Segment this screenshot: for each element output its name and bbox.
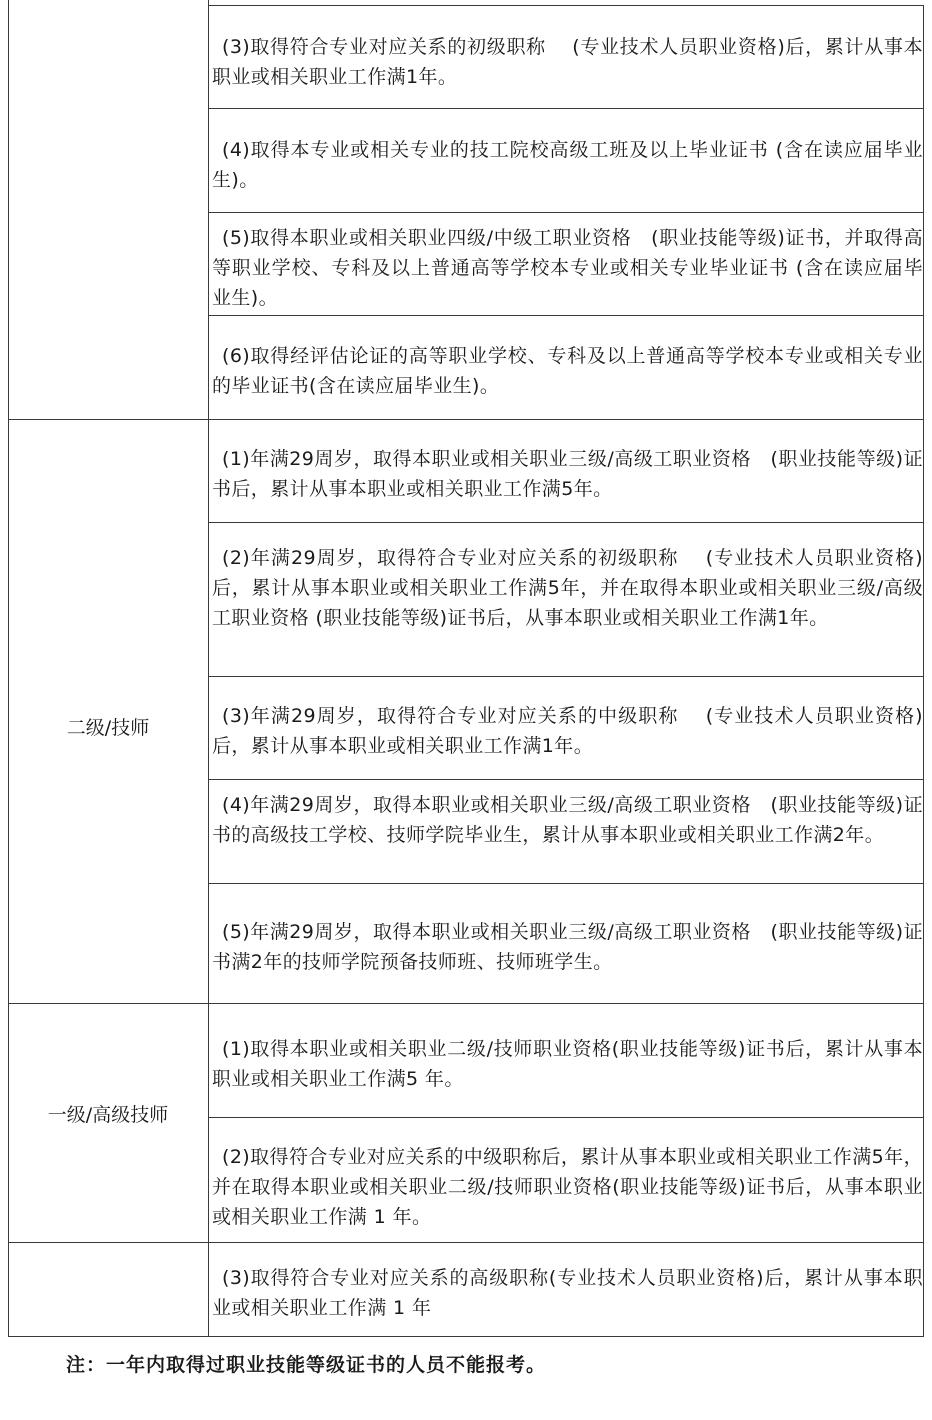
requirement-item: (1)取得本职业或相关职业二级/技师职业资格(职业技能等级)证书后，累计从事本职业或相关职业工作满5 年。 — [212, 1038, 923, 1090]
table-group-border — [8, 1336, 924, 1337]
requirement-item: (3)取得符合专业对应关系的初级职称 (专业技术人员职业资格)后，累计从事本职业或相关职业工作满1年。 — [212, 36, 923, 88]
table-group-border — [8, 419, 924, 420]
table-border-right — [923, 5, 924, 1336]
footnote: 注：一年内取得过职业技能等级证书的人员不能报考。 — [66, 1354, 547, 1376]
table-row-border — [208, 315, 924, 316]
requirement-item: (1)年满29周岁，取得本职业或相关职业三级/高级工职业资格 (职业技能等级)证书后，累计从事本职业或相关职业工作满5年。 — [212, 448, 923, 500]
table-group-border — [8, 1003, 924, 1004]
table-row-border — [208, 108, 924, 109]
requirement-item: (2)取得符合专业对应关系的中级职称后，累计从事本职业或相关职业工作满5年，并在取得本职业或相关职业二级/技师职业资格(职业技能等级)证书后，从事本职业或相关职业工作满 1 年。 — [212, 1146, 923, 1228]
requirement-item: (3)取得符合专业对应关系的高级职称(专业技术人员职业资格)后，累计从事本职业或相关职业工作满 1 年 — [212, 1267, 923, 1319]
table-row-border — [208, 212, 924, 213]
requirement-item: (2)年满29周岁，取得符合专业对应关系的初级职称 (专业技术人员职业资格)后，累计从事本职业或相关职业工作满5年，并在取得本职业或相关职业三级/高级工职业资格 (职业技能等级)证书后，从事本职业或相关职业工作满1年。 — [212, 547, 923, 629]
requirement-item: (4)取得本专业或相关专业的技工院校高级工班及以上毕业证书 (含在读应届毕业生)。 — [212, 139, 923, 191]
requirement-item: (4)年满29周岁，取得本职业或相关职业三级/高级工职业资格 (职业技能等级)证书的高级技工学校、技师学院毕业生，累计从事本职业或相关职业工作满2年。 — [212, 794, 923, 846]
table-row-border — [208, 779, 924, 780]
table-border-left — [8, 420, 9, 1003]
table-row-border — [208, 676, 924, 677]
requirement-item: (6)取得经评估论证的高等职业学校、专科及以上普通高等学校本专业或相关专业的毕业证书(含在读应届毕业生)。 — [212, 345, 923, 397]
table-border-left — [8, 0, 9, 420]
table-row-border — [208, 883, 924, 884]
level-label: 一级/高级技师 — [47, 1104, 169, 1126]
table-row-border — [208, 1117, 924, 1118]
table-border-left — [8, 1003, 9, 1336]
requirement-item: (5)年满29周岁，取得本职业或相关职业三级/高级工职业资格 (职业技能等级)证书满2年的技师学院预备技师班、技师班学生。 — [212, 921, 923, 973]
requirement-item: (3)年满29周岁，取得符合专业对应关系的中级职称 (专业技术人员职业资格)后，累计从事本职业或相关职业工作满1年。 — [212, 705, 923, 757]
table-group-border — [8, 1242, 924, 1243]
table-row-border — [208, 522, 924, 523]
table-column-divider — [208, 0, 209, 1336]
level-label: 二级/技师 — [66, 717, 150, 739]
table-row-border — [208, 5, 924, 6]
requirement-item: (5)取得本职业或相关职业四级/中级工职业资格 (职业技能等级)证书，并取得高等职业学校、专科及以上普通高等学校本专业或相关专业毕业证书 (含在读应届毕业生)。 — [212, 227, 923, 309]
